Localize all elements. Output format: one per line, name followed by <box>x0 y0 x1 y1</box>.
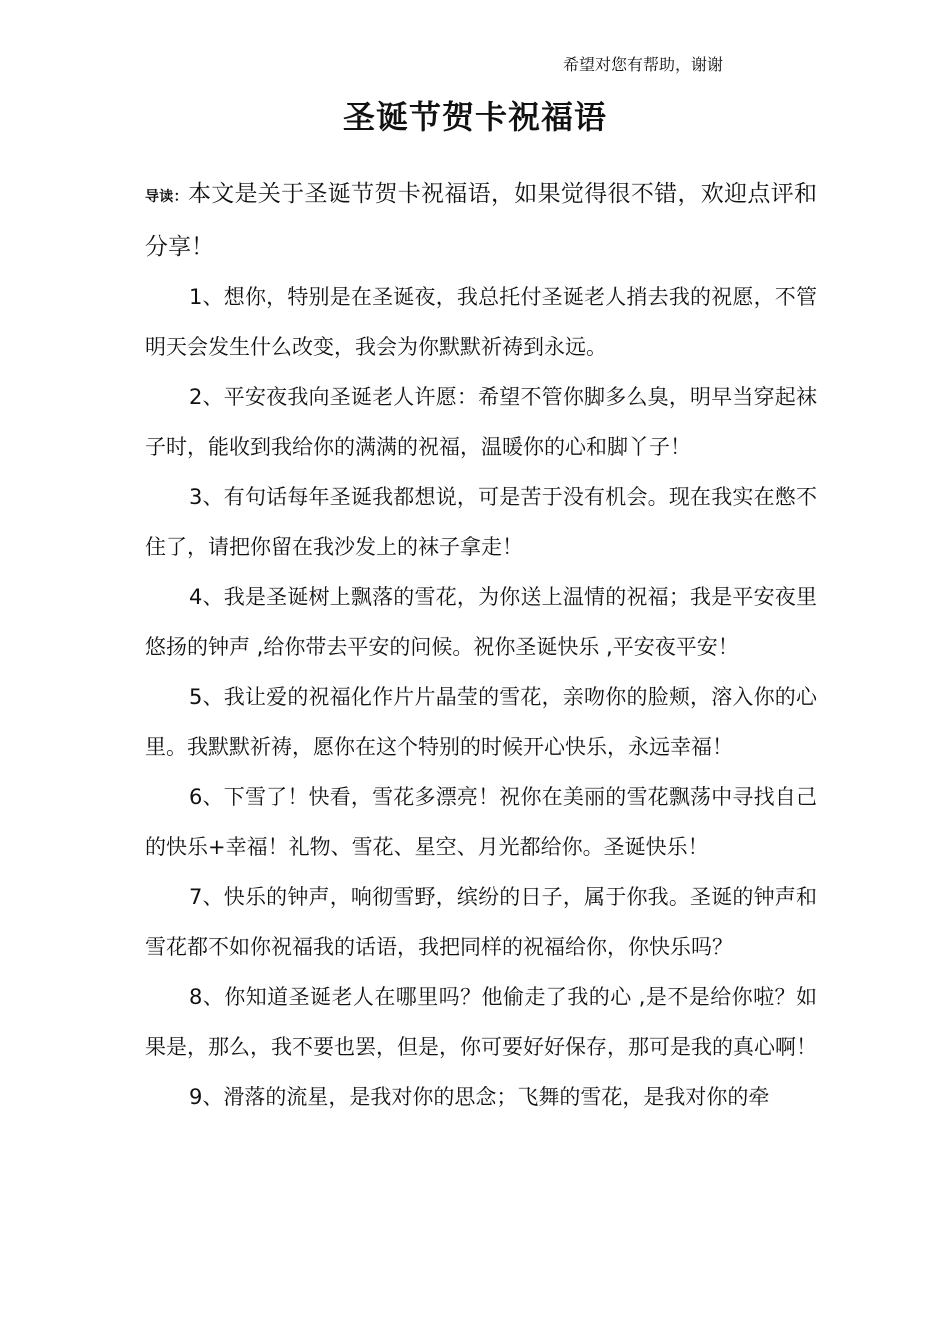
wish-item-4: 4、我是圣诞树上飘落的雪花，为你送上温情的祝福；我是平安夜里悠扬的钟声 ,给你带去平安的问候。祝你圣诞快乐 ,平安夜平安！ <box>145 585 817 659</box>
page-title: 圣诞节贺卡祝福语 <box>342 98 607 136</box>
header-note: 希望对您有帮助，谢谢 <box>563 55 724 74</box>
wish-item-7: 7、快乐的钟声，响彻雪野，缤纷的日子，属于你我。圣诞的钟声和雪花都不如你祝福我的话语，我把同样的祝福给你，你快乐吗？ <box>145 885 817 959</box>
intro-text: 本文是关于圣诞节贺卡祝福语，如果觉得很不错，欢迎点评和分享！ <box>145 181 818 260</box>
wish-item-3: 3、有句话每年圣诞我都想说，可是苦于没有机会。现在我实在憋不住了，请把你留在我沙发上的袜子拿走！ <box>145 485 817 559</box>
intro-label: 导读： <box>145 189 188 205</box>
document-body <box>145 169 817 1122</box>
wish-item-8: 8、你知道圣诞老人在哪里吗？他偷走了我的心 ,是不是给你啦？如果是，那么，我不要也罢，但是，你可要好好保存，那可是我的真心啊！ <box>145 985 817 1059</box>
wish-item-2: 2、平安夜我向圣诞老人许愿：希望不管你脚多么臭，明早当穿起袜子时，能收到我给你的满满的祝福，温暖你的心和脚丫子！ <box>145 385 817 459</box>
wish-item-1: 1、想你，特别是在圣诞夜，我总托付圣诞老人捎去我的祝愿，不管明天会发生什么改变，我会为你默默祈祷到永远。 <box>145 285 817 359</box>
wish-item-9: 9、滑落的流星，是我对你的思念；飞舞的雪花，是我对你的牵 <box>189 1085 770 1109</box>
intro-paragraph <box>145 169 817 272</box>
wish-item-6: 6、下雪了！快看，雪花多漂亮！祝你在美丽的雪花飘荡中寻找自己的快乐+幸福！礼物、雪花、星空、月光都给你。圣诞快乐！ <box>145 785 817 859</box>
wish-item-5: 5、我让爱的祝福化作片片晶莹的雪花，亲吻你的脸颊，溶入你的心里。我默默祈祷，愿你在这个特别的时候开心快乐，永远幸福！ <box>145 685 817 759</box>
